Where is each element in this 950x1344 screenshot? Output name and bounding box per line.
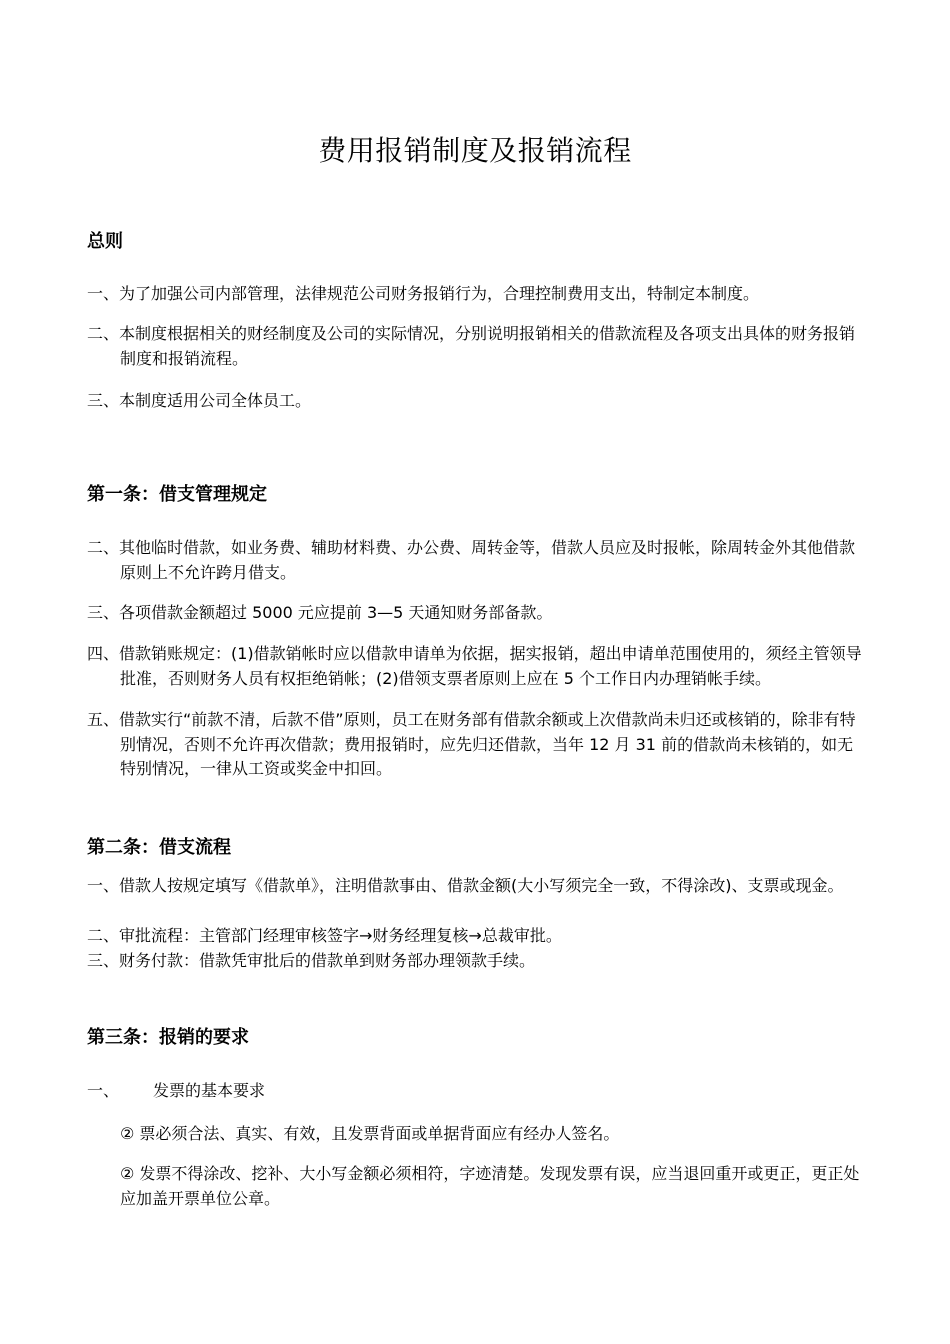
general-item-2: 二、本制度根据相关的财经制度及公司的实际情况，分别说明报销相关的借款流程及各项支出具体的财务报销制度和报销流程。 bbox=[87, 324, 856, 368]
article1-item-5: 五、借款实行“前款不清，后款不借”原则，员工在财务部有借款余额或上次借款尚未归还或核销的，除非有特别情况，否则不允许再次借款；费用报销时，应先归还借款，当年 12 月 31 前的借款尚未核销的，如无特别情况，一律从工资或奖金中扣回。 bbox=[87, 710, 856, 778]
article1-item-3: 三、各项借款金额超过 5000 元应提前 3—5 天通知财务部备款。 bbox=[87, 603, 553, 622]
article2-item-1: 一、借款人按规定填写《借款单》，注明借款事由、借款金额(大小写须完全一致，不得涂改)、支票或现金。 bbox=[87, 876, 844, 895]
requirement-number: 一、 bbox=[87, 1081, 120, 1100]
general-item-3: 三、本制度适用公司全体员工。 bbox=[87, 391, 312, 410]
general-item-1: 一、为了加强公司内部管理，法律规范公司财务报销行为，合理控制费用支出，特制定本制度。 bbox=[87, 284, 760, 303]
section-heading-article-3: 第三条：报销的要求 bbox=[87, 1027, 249, 1048]
section-heading-article-1: 第一条：借支管理规定 bbox=[87, 484, 267, 505]
requirement-sub-item-1: ② 票必须合法、真实、有效，且发票背面或单据背面应有经办人签名。 bbox=[120, 1124, 620, 1143]
article1-item-2: 二、其他临时借款，如业务费、辅助材料费、办公费、周转金等，借款人员应及时报帐，除周转金外其他借款原则上不允许跨月借支。 bbox=[87, 538, 856, 582]
article1-item-4: 四、借款销账规定：(1)借款销帐时应以借款申请单为依据，据实报销，超出申请单范围使用的，须经主管领导批准，否则财务人员有权拒绝销帐；(2)借领支票者原则上应在 5 个工作日内办理销帐手续。 bbox=[87, 644, 862, 688]
document-title: 费用报销制度及报销流程 bbox=[318, 134, 632, 167]
article2-item-3: 三、财务付款：借款凭审批后的借款单到财务部办理领款手续。 bbox=[87, 951, 536, 970]
article2-item-2: 二、审批流程：主管部门经理审核签字→财务经理复核→总裁审批。 bbox=[87, 926, 562, 945]
section-heading-general: 总则 bbox=[87, 231, 123, 252]
section-heading-article-2: 第二条：借支流程 bbox=[87, 837, 231, 858]
requirement-sub-item-2: ② 发票不得涂改、挖补、大小写金额必须相符，字迹清楚。发现发票有误，应当退回重开或更正，更正处应加盖开票单位公章。 bbox=[120, 1164, 860, 1208]
requirement-title: 发票的基本要求 bbox=[153, 1081, 266, 1100]
